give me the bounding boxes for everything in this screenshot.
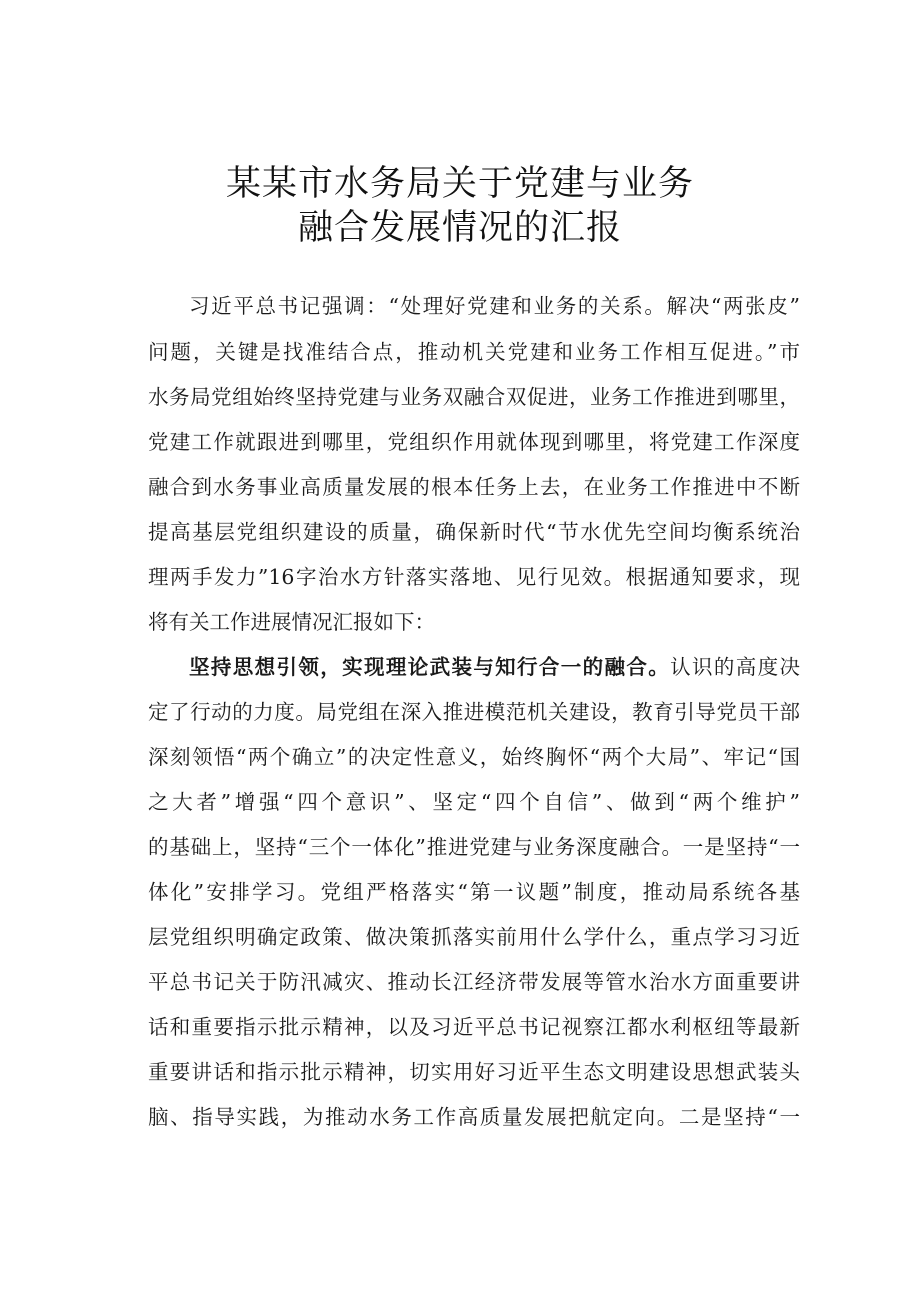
paragraph-1-line: 习近平总书记强调：“处理好党建和业务的关系。解决“两张皮” — [189, 294, 800, 318]
paragraph-2-line: 体化”安排学习。党组严格落实“第一议题”制度，推动局系统各基 — [148, 880, 800, 904]
paragraph-2-line: 平总书记关于防汛减灾、推动长江经济带发展等管水治水方面重要讲 — [148, 970, 800, 994]
paragraph-2-line: 的基础上，坚持“三个一体化”推进党建与业务深度融合。一是坚持“一 — [148, 835, 800, 859]
paragraph-2-first-rest: 认识的高度决 — [670, 655, 801, 679]
paragraph-2-line: 定了行动的力度。局党组在深入推进模范机关建设，教育引导党员干部 — [148, 700, 800, 724]
document-title-line-2: 融合发展情况的汇报 — [297, 208, 622, 248]
paragraph-2-line: 话和重要指示批示精神，以及习近平总书记视察江都水利枢纽等最新 — [148, 1015, 800, 1039]
paragraph-1-line: 融合到水务事业高质量发展的根本任务上去，在业务工作推进中不断 — [148, 475, 800, 499]
paragraph-2-line: 层党组织明确定政策、做决策抓落实前用什么学什么，重点学习习近 — [148, 925, 800, 949]
paragraph-1-line: 提高基层党组织建设的质量，确保新时代“节水优先空间均衡系统治 — [148, 520, 800, 544]
paragraph-1-line: 水务局党组始终坚持党建与业务双融合双促进，业务工作推进到哪里， — [148, 385, 800, 409]
paragraph-2-line: 脑、指导实践，为推动水务工作高质量发展把航定向。二是坚持“一 — [148, 1105, 800, 1129]
paragraph-2-line: 重要讲话和指示批示精神，切实用好习近平生态文明建设思想武装头 — [148, 1060, 800, 1084]
paragraph-1-line: 将有关工作进展情况汇报如下： — [148, 610, 435, 634]
section-heading: 坚持思想引领，实现理论武装与知行合一的融合。 — [189, 655, 671, 679]
paragraph-1-line: 理两手发力”16字治水方针落实落地、见行见效。根据通知要求，现 — [148, 565, 800, 589]
paragraph-2-line: 之大者”增强“四个意识”、坚定“四个自信”、做到“两个维护” — [148, 790, 800, 814]
paragraph-1-line: 问题，关键是找准结合点，推动机关党建和业务工作相互促进。”市 — [148, 340, 800, 364]
paragraph-1-line: 党建工作就跟进到哪里，党组织作用就体现到哪里，将党建工作深度 — [148, 430, 800, 454]
paragraph-2-line: 深刻领悟“两个确立”的决定性意义，始终胸怀“两个大局”、牢记“国 — [148, 745, 800, 769]
paragraph-2-first-line — [189, 652, 800, 682]
document-title-line-1: 某某市水务局关于党建与业务 — [225, 164, 694, 204]
